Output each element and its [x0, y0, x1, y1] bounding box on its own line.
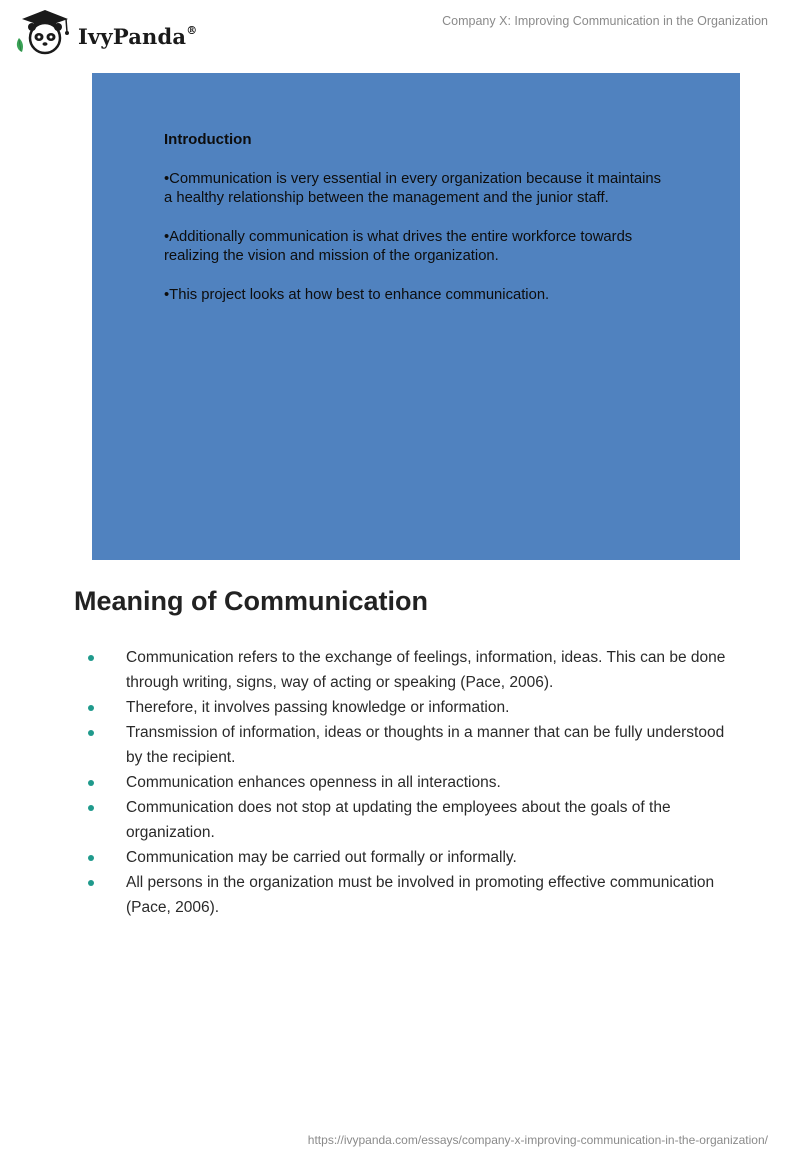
slide-paragraph: •This project looks at how best to enhance communication.: [164, 286, 550, 303]
page-header: [0, 0, 800, 60]
section-heading: Meaning of Communication: [74, 586, 428, 616]
list-item-text: Communication enhances openness in all interactions.: [126, 774, 501, 791]
ivypanda-logo[interactable]: [14, 8, 214, 56]
list-item: [88, 770, 728, 795]
bullet-icon: [88, 655, 94, 661]
list-item-text: Transmission of information, ideas or thoughts in a manner that can be fully understood by the recipient.: [126, 724, 725, 766]
document-title: Company X: Improving Communication in the Organization: [442, 14, 768, 28]
list-item: [88, 845, 728, 870]
source-url-link[interactable]: https://ivypanda.com/essays/company-x-improving-communication-in-the-organization/: [307, 1133, 768, 1147]
list-item-text: Communication refers to the exchange of feelings, information, ideas. This can be done through writing, signs, way of acting or speaking (Pace, 2006).: [126, 649, 726, 691]
list-item-text: Communication may be carried out formally or informally.: [126, 849, 517, 866]
slide-content: [164, 130, 664, 324]
bullet-icon: [88, 880, 94, 886]
bullet-icon: [88, 855, 94, 861]
list-item-text: All persons in the organization must be involved in promoting effective communication (Pace, 2006).: [126, 874, 715, 916]
list-item-text: Therefore, it involves passing knowledge or information.: [126, 699, 510, 716]
bullet-icon: [88, 780, 94, 786]
list-item-text: Communication does not stop at updating the employees about the goals of the organization.: [126, 799, 671, 841]
panda-graduate-icon: [14, 8, 74, 56]
slide-paragraph: •Communication is very essential in every organization because it maintains a healthy relationship between the management and the junior staff.: [164, 170, 662, 206]
bullet-list: [88, 645, 728, 920]
list-item: [88, 720, 728, 770]
list-item: [88, 695, 728, 720]
bullet-icon: [88, 805, 94, 811]
bullet-icon: [88, 705, 94, 711]
list-item: [88, 795, 728, 845]
slide-paragraph: •Additionally communication is what drives the entire workforce towards realizing the vision and mission of the organization.: [164, 228, 633, 264]
slide-heading: Introduction: [164, 131, 252, 148]
brand-name: IvyPanda®: [78, 24, 198, 49]
list-item: [88, 870, 728, 920]
slide-image: [92, 73, 740, 560]
bullet-icon: [88, 730, 94, 736]
list-item: [88, 645, 728, 695]
